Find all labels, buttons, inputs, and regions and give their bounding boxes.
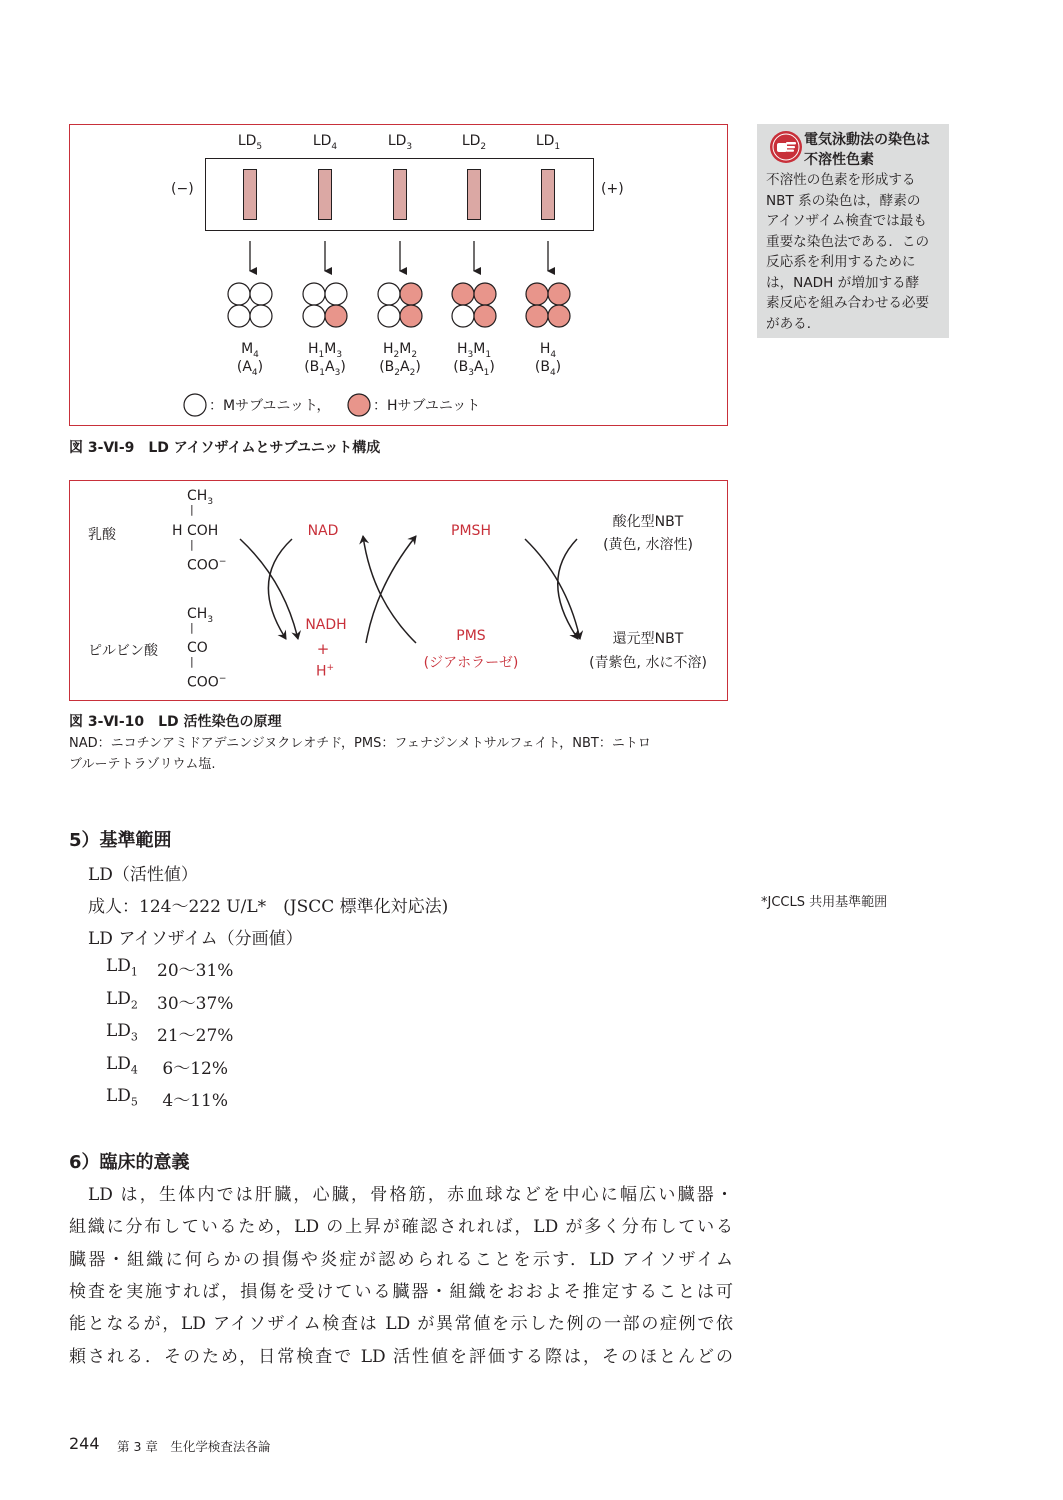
pointing-hand-icon xyxy=(769,130,803,164)
nbt-oxidized-label: 酸化型NBT xyxy=(612,514,684,530)
sidebar-title-line-2: 不溶性色素 xyxy=(804,152,874,168)
h-subunit xyxy=(474,305,496,327)
lane-label-ld5: $LD_5$ xyxy=(237,133,263,152)
nadh-label: NADH xyxy=(305,617,347,633)
sidebar-title-line-1: 電気泳動法の染色は xyxy=(804,132,930,148)
clinical-significance-line: LD は，生体内では肝臓，心臓，骨格筋，赤血球などを中心に幅広い臓器・ xyxy=(88,1185,733,1205)
clinical-significance-line: 組織に分布しているため，LD の上昇が確認されれば，LD が多く分布している xyxy=(69,1217,733,1238)
isozyme-range-ld4: $LD_4$ 6〜12% xyxy=(106,1053,229,1079)
m-subunit xyxy=(228,283,250,305)
lane-label-ld4: $LD_4$ xyxy=(312,133,338,152)
plus-label: + xyxy=(316,640,330,658)
clinical-significance-line: 頼される．そのため，日常検査で LD 活性値を評価する際は，そのほとんどの xyxy=(69,1346,733,1367)
page-number: 244 xyxy=(69,1434,100,1453)
m-subunit xyxy=(325,283,347,305)
sidebar-body-line: 重要な染色法である．この xyxy=(766,233,930,250)
lane-label-ld3: $LD_3$ xyxy=(387,133,413,152)
section-5-heading: 5）基準範囲 xyxy=(69,830,172,851)
hplus-label: H+ xyxy=(315,663,335,680)
isozyme-range-value: 6〜12% xyxy=(157,1058,229,1079)
isozyme-range-value: 30〜37% xyxy=(157,993,234,1014)
clinical-significance-line: 能となるが，LD アイソザイム検査は LD が異常値を示した例の一部の症例で依 xyxy=(69,1314,733,1335)
m-subunit xyxy=(378,305,400,327)
sidebar-body-line: 素反応を組み合わせる必要 xyxy=(766,295,930,311)
nbt-reduced-note: (青紫色, 水に不溶) xyxy=(589,655,707,671)
arrow-nadh-to-nad xyxy=(363,536,416,643)
isozyme-range-ld3: $LD_3$ 21〜27% xyxy=(106,1021,234,1046)
h-subunit-legend-icon xyxy=(347,393,371,417)
bond-3: | xyxy=(190,621,194,634)
pms-label: PMS xyxy=(456,628,486,644)
isozyme-range-value: 4〜11% xyxy=(157,1091,229,1111)
subunit-formula: $H_1M_3$ xyxy=(307,341,343,360)
m-subunit-legend-label: ：Mサブユニット， xyxy=(209,398,331,414)
bond-4: | xyxy=(190,655,194,668)
subunit-formula-alt: $(B_4)$ xyxy=(534,359,562,378)
subunit-formula: $H_4$ xyxy=(539,341,557,360)
figure-1-frame xyxy=(69,124,728,426)
bond-1: | xyxy=(190,503,194,516)
nbt-reduced-label: 還元型NBT xyxy=(612,631,684,647)
nbt-oxidized-note: (黄色, 水溶性) xyxy=(603,537,693,553)
lactate-coo: COO− xyxy=(187,557,227,574)
h-subunit xyxy=(548,305,570,327)
sidebar-box xyxy=(757,124,949,338)
isozyme-range-value: 21〜27% xyxy=(157,1026,234,1046)
figure-2-note-line-2: ブルーテトラゾリウム塩. xyxy=(69,757,216,772)
isozyme-range-value: 20〜31% xyxy=(157,961,234,981)
m-subunit xyxy=(228,305,250,327)
cathode-label: (−) xyxy=(171,181,194,197)
clinical-significance-line: 臓器・組織に何らかの損傷や炎症が認められることを示す．LD アイソザイム xyxy=(69,1249,733,1270)
bond-2: | xyxy=(190,538,194,551)
h-subunit-legend-label: ：Hサブユニット xyxy=(373,398,481,414)
h-subunit xyxy=(474,283,496,305)
anode-label: (+) xyxy=(601,181,624,197)
ld-activity-label: LD（活性値） xyxy=(88,865,198,885)
h-subunit xyxy=(548,283,570,305)
sidebar-body-line: NBT 系の染色は，酵素の xyxy=(766,192,921,209)
lactate-label: 乳酸 xyxy=(88,527,116,543)
figure-2-note-line-1: NAD：ニコチンアミドアデニンジヌクレオチド，PMS：フェナジンメトサルフェイト，NBT：ニトロ xyxy=(69,736,651,751)
subunit-formula: $H_2M_2$ xyxy=(382,341,418,360)
adult-reference-range: 成人：124〜222 U/L* (JSCC 標準化対応法) xyxy=(88,897,449,917)
m-subunit xyxy=(303,305,325,327)
m-subunit-legend-icon xyxy=(183,393,207,417)
m-subunit xyxy=(452,305,474,327)
subunit-formula: $M_4$ xyxy=(241,341,259,360)
pyruvate-label: ピルビン酸 xyxy=(88,643,158,659)
sidebar-body-line: がある． xyxy=(766,315,821,332)
isozyme-range-ld2: $LD_2$ 30〜37% xyxy=(106,988,234,1014)
lactate-hcoh: H COH xyxy=(172,523,219,539)
migration-arrows xyxy=(70,125,727,425)
isozyme-range-ld5: $LD_5$ 4〜11% xyxy=(106,1086,229,1111)
lane-label-ld1: $LD_1$ xyxy=(535,133,561,152)
figure-2-frame xyxy=(69,480,728,701)
arrow-pmsh-to-pms xyxy=(558,539,578,639)
sidebar-body-line: 反応系を利用するために xyxy=(766,254,916,270)
clinical-significance-line: 検査を実施すれば，損傷を受けている臓器・組織をおおよそ推定することは可 xyxy=(69,1281,733,1302)
pyruvate-coo: COO− xyxy=(187,674,227,691)
sidebar-body xyxy=(766,170,944,334)
nad-label: NAD xyxy=(307,523,339,539)
pyruvate-ch3: $CH_3$ xyxy=(187,606,214,625)
pmsh-label: PMSH xyxy=(451,523,491,539)
arrow-nbt-ox-to-red xyxy=(525,539,580,639)
sidebar-body-line: は，NADH が増加する酵 xyxy=(766,274,920,291)
pyruvate-co: CO xyxy=(187,640,208,656)
chapter-title: 第 3 章 生化学検査法各論 xyxy=(117,1439,271,1454)
isozyme-range-ld1: $LD_1$ 20〜31% xyxy=(106,956,234,981)
figure-1-caption: 図 3-Ⅵ-9 LD アイソザイムとサブユニット構成 xyxy=(69,440,381,456)
subunit-formula-alt: $(B_1A_3)$ xyxy=(304,359,346,378)
arrow-pms-to-pmsh xyxy=(366,536,416,643)
isozyme-label: LD アイソザイム（分画値） xyxy=(88,929,303,949)
arrow-lactate-to-pyruvate xyxy=(268,539,292,639)
lactate-ch3: $CH_3$ xyxy=(187,488,214,507)
figure-2-caption: 図 3-Ⅵ-10 LD 活性染色の原理 xyxy=(69,714,282,730)
subunit-formula-alt: $(A_4)$ xyxy=(236,359,264,378)
subunit-formula-alt: $(B_2A_2)$ xyxy=(379,359,421,378)
sidebar-body-line: 不溶性の色素を形成する xyxy=(766,172,916,188)
subunit-formula: $H_3M_1$ xyxy=(456,341,492,360)
section-6-heading: 6）臨床的意義 xyxy=(69,1152,190,1173)
m-subunit xyxy=(250,283,272,305)
sidebar-body-line: アイソザイム検査では最も xyxy=(766,213,927,229)
h-subunit xyxy=(400,283,422,305)
m-subunit xyxy=(303,283,325,305)
h-subunit xyxy=(400,305,422,327)
m-subunit xyxy=(250,305,272,327)
m-subunit xyxy=(378,283,400,305)
h-subunit xyxy=(526,283,548,305)
reference-footnote: *JCCLS 共用基準範囲 xyxy=(761,895,888,910)
diaphorase-label: (ジアホラーゼ) xyxy=(423,655,519,671)
h-subunit xyxy=(526,305,548,327)
subunit-formula-alt: $(B_3A_1)$ xyxy=(453,359,495,378)
lane-label-ld2: $LD_2$ xyxy=(461,133,487,152)
h-subunit xyxy=(325,305,347,327)
h-subunit xyxy=(452,283,474,305)
